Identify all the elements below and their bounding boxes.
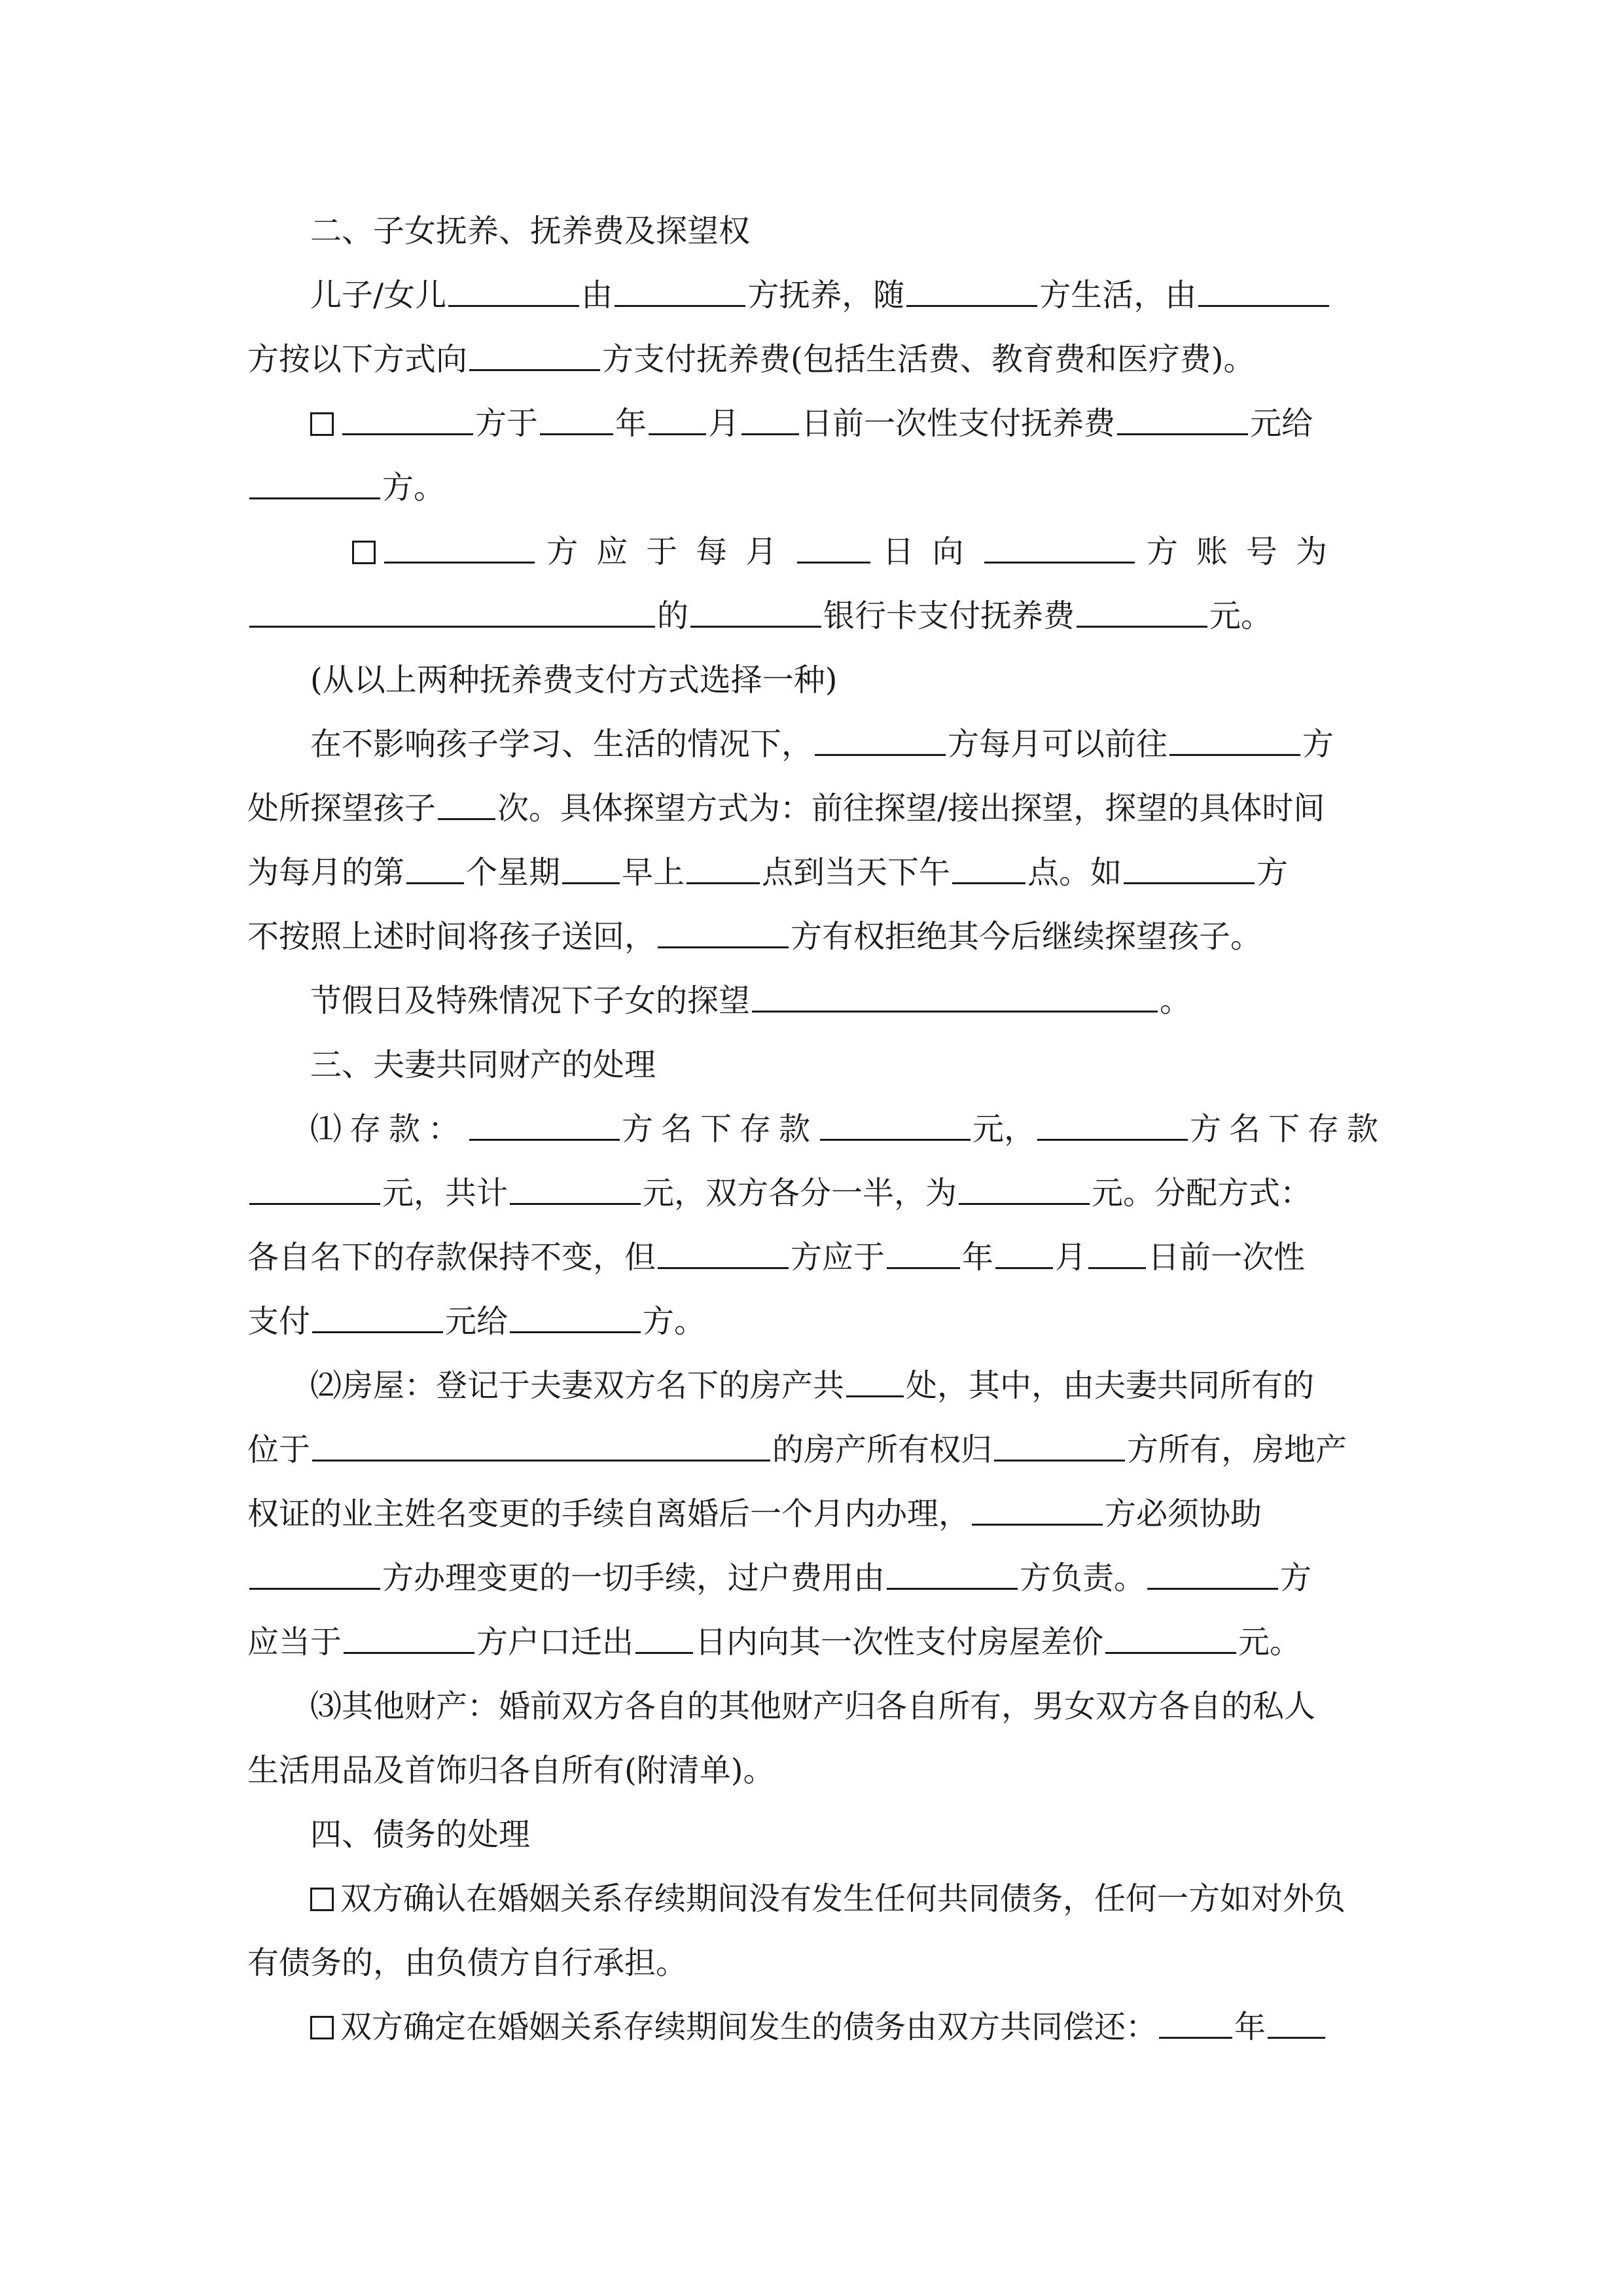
paragraph-line: 方。 (247, 456, 1380, 520)
blank-line[interactable] (1268, 2029, 1325, 2039)
blank-line[interactable] (249, 618, 655, 628)
blank-line[interactable] (741, 425, 799, 435)
blank-line[interactable] (887, 1580, 1018, 1590)
paragraph-line: 的 银行卡支付抚养费 元。 (247, 584, 1380, 648)
blank-line[interactable] (615, 297, 745, 307)
paragraph-line: 为每月的第 个星期 早上 点到当天下午 点。如 方 (247, 854, 1289, 891)
paragraph-line: 儿子/女儿 由 方抚养，随 方生活，由 (310, 263, 1380, 327)
blank-line[interactable] (1198, 297, 1329, 307)
blank-line[interactable] (959, 1195, 1090, 1205)
blank-line[interactable] (1077, 618, 1207, 628)
blank-line[interactable] (540, 425, 613, 435)
paragraph-line: 有债务的，由负债方自行承担。 (247, 1945, 688, 1981)
paragraph-line: 支付 元给 方。 (247, 1303, 706, 1340)
blank-line[interactable] (952, 874, 1026, 884)
blank-line[interactable] (635, 1644, 693, 1654)
paragraph-line: ⑶其他财产：婚前双方各自的其他财产归各自所有，男女双方各自的私人 (310, 1688, 1316, 1725)
blank-line[interactable] (649, 425, 706, 435)
paragraph-line: ⑵房屋：登记于夫妻双方名下的房产共 处，其中，由夫妻共同所有的 (310, 1367, 1315, 1404)
blank-line[interactable] (658, 939, 789, 948)
paragraph-line: 在不影响孩子学习、生活的情况下， 方每月可以前往 方 (310, 726, 1334, 762)
payment-option-lump-sum: 方于 年 月 日前一次性支付抚养费 元给 (310, 391, 1380, 456)
blank-line[interactable] (1117, 425, 1248, 435)
blank-line[interactable] (887, 1259, 960, 1269)
debt-option-joint: 双方确定在婚姻关系存续期间发生的债务由双方共同偿还： 年 (310, 1995, 1380, 2059)
blank-line[interactable] (342, 425, 473, 435)
paragraph-line: 不按照上述时间将孩子送回， 方有权拒绝其今后继续探望孩子。 (247, 918, 1262, 955)
payment-option-monthly: 方应于每月 日向 方账号为 (352, 520, 1380, 584)
blank-line[interactable] (1088, 1259, 1146, 1269)
blank-line[interactable] (344, 1644, 474, 1654)
blank-line[interactable] (249, 490, 380, 499)
paragraph-line: 方按以下方式向 方支付抚养费(包括生活费、教育费和医疗费)。 (247, 341, 1255, 378)
paragraph-line: 生活用品及首饰归各自所有(附清单)。 (247, 1752, 775, 1789)
blank-line[interactable] (312, 1452, 770, 1462)
blank-line[interactable] (249, 1580, 380, 1590)
paragraph-line: 方办理变更的一切手续，过户费用由 方负责。 方 (247, 1546, 1380, 1610)
paragraph-line: 节假日及特殊情况下子女的探望 。 (310, 982, 1192, 1019)
paragraph-line: 各自名下的存款保持不变，但 方应于 年 月 日前一次性 (247, 1239, 1306, 1276)
checkbox[interactable] (310, 1888, 334, 1911)
blank-line[interactable] (448, 297, 579, 307)
blank-line[interactable] (797, 554, 870, 564)
blank-line[interactable] (984, 554, 1135, 564)
blank-line[interactable] (1169, 746, 1300, 756)
blank-line[interactable] (249, 1195, 380, 1205)
blank-line[interactable] (1105, 1644, 1236, 1654)
blank-line[interactable] (562, 874, 620, 884)
section-heading-property: 三、夫妻共同财产的处理 (310, 1047, 656, 1083)
paragraph-line: 元，共计 元，双方各分一半，为 元。分配方式： (247, 1161, 1380, 1225)
blank-line[interactable] (438, 810, 495, 820)
blank-line[interactable] (846, 1388, 904, 1397)
checkbox[interactable] (352, 541, 376, 564)
blank-line[interactable] (820, 1131, 971, 1141)
blank-line[interactable] (995, 1259, 1053, 1269)
paragraph-line: ⑴存款： 方名下存款 元， 方名下存款 (310, 1111, 1387, 1147)
blank-line[interactable] (312, 1323, 443, 1333)
blank-line[interactable] (994, 1452, 1125, 1462)
blank-line[interactable] (972, 1516, 1103, 1526)
debt-option-none: 双方确认在婚姻关系存续期间没有发生任何共同债务，任何一方如对外负 (310, 1867, 1380, 1931)
blank-line[interactable] (406, 874, 464, 884)
blank-line[interactable] (469, 361, 600, 371)
blank-line[interactable] (690, 618, 821, 628)
section-heading-child-custody: 二、子女抚养、抚养费及探望权 (310, 213, 751, 249)
checkbox[interactable] (310, 412, 334, 436)
blank-line[interactable] (1124, 874, 1255, 884)
paragraph-line: 权证的业主姓名变更的手续自离婚后一个月内办理， 方必须协助 (247, 1496, 1262, 1532)
section-heading-debts: 四、债务的处理 (310, 1816, 531, 1853)
blank-line[interactable] (469, 1131, 620, 1141)
blank-line[interactable] (658, 1259, 789, 1269)
blank-line[interactable] (906, 297, 1037, 307)
paragraph-line: 应当于 方户口迁出 日内向其一次性支付房屋差价 元。 (247, 1624, 1302, 1660)
blank-line[interactable] (510, 1195, 641, 1205)
paragraph-line: 位于 的房产所有权归 方所有，房地产 (247, 1431, 1347, 1468)
paragraph-line: (从以上两种抚养费支付方式选择一种) (310, 662, 838, 698)
blank-line[interactable] (752, 1003, 1158, 1013)
blank-line[interactable] (1159, 2029, 1232, 2039)
blank-line[interactable] (687, 874, 760, 884)
blank-line[interactable] (1147, 1580, 1278, 1590)
checkbox[interactable] (310, 2016, 334, 2039)
paragraph-line: 处所探望孩子 次。具体探望方式为：前往探望/接出探望，探望的具体时间 (247, 790, 1325, 827)
blank-line[interactable] (1037, 1131, 1188, 1141)
blank-line[interactable] (384, 554, 535, 564)
blank-line[interactable] (815, 746, 946, 756)
blank-line[interactable] (510, 1323, 641, 1333)
